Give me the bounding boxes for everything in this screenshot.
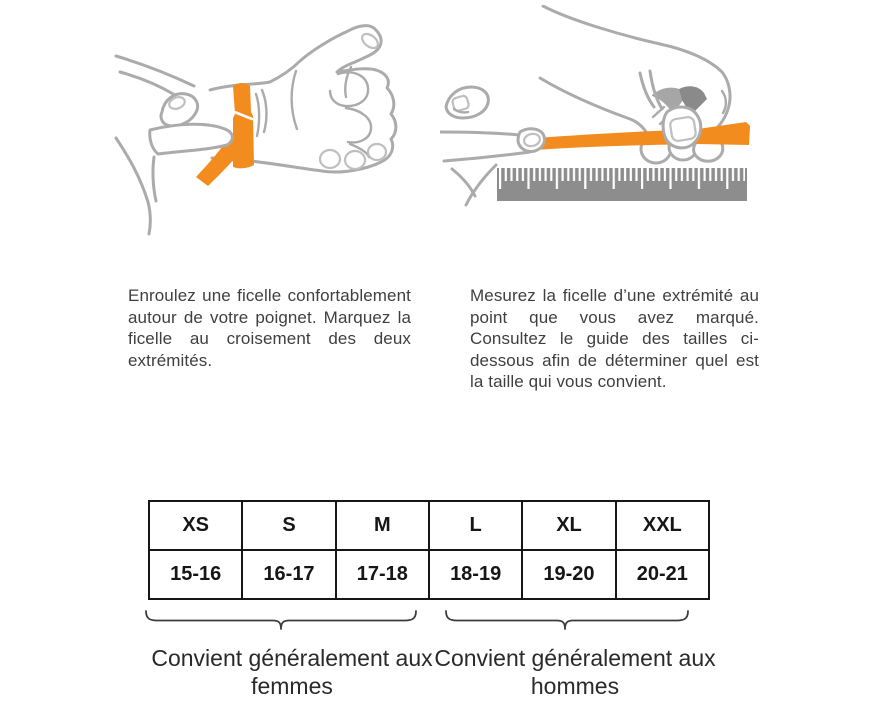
size-header-cell: XL <box>522 501 615 550</box>
underbrace-men-icon <box>445 610 689 634</box>
underbrace-women-icon <box>145 610 417 634</box>
wrap-string-around-wrist-illustration <box>110 10 420 240</box>
ruler-ticks <box>499 168 745 201</box>
caption-men: Convient généralement aux hommes <box>434 645 716 699</box>
size-value-cell: 18-19 <box>429 550 522 599</box>
size-table <box>148 500 710 600</box>
instruction-step-1: Enroulez une ficelle confortablement autour de votre poignet. Marquez la ficelle au croisement des deux extrémités. <box>128 286 411 370</box>
pinching-hand-drawing <box>116 56 232 234</box>
size-header-cell: XXL <box>616 501 709 550</box>
ruler <box>497 168 747 201</box>
size-value-cell: 20-21 <box>616 550 709 599</box>
caption-women: Convient généralement aux femmes <box>151 645 433 699</box>
size-value-cell: 15-16 <box>149 550 242 599</box>
instruction-step-2: Mesurez la ficelle d’une extrémité au point que vous avez marqué. Consultez le guide des tailles ci-dessous afin de déterminer quel est la taille qui vous convient. <box>470 286 759 391</box>
size-value-cell: 19-20 <box>522 550 615 599</box>
size-value-cell: 16-17 <box>242 550 335 599</box>
size-header-cell: S <box>242 501 335 550</box>
size-table-values-row <box>149 550 709 599</box>
size-table-header-row <box>149 501 709 550</box>
size-header-cell: XS <box>149 501 242 550</box>
size-header-cell: L <box>429 501 522 550</box>
size-header-cell: M <box>336 501 429 550</box>
size-value-cell: 17-18 <box>336 550 429 599</box>
measure-string-on-ruler-illustration <box>440 5 775 220</box>
